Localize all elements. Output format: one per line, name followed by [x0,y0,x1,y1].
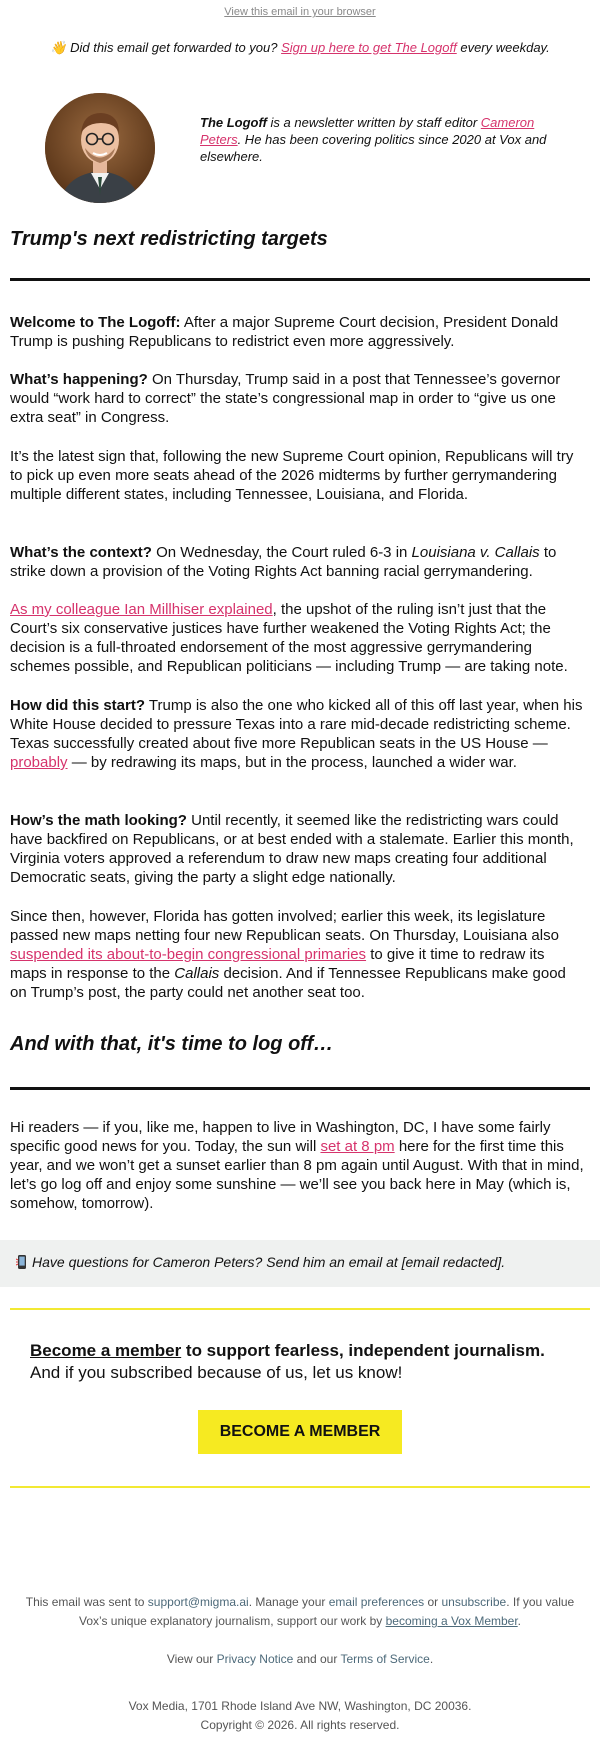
footer-copyright: Copyright © 2026. All rights reserved. [200,1718,400,1732]
context-label: What’s the context? [10,544,152,561]
membership-text: to support fearless, independent journalism. [181,1341,545,1360]
signoff-text-b: here for the first time this year, and we won’t get a sunset earlier than 8 pm again until August. With that in mind, let’s go log off and enjoy some sunshine — we’ll see you back here in May (which is, somehow, tomorrow). [10,1138,584,1212]
author-avatar [45,93,155,203]
footer-legal [0,1650,600,1669]
paragraph-context [10,543,585,581]
paragraph-signoff [10,1118,585,1213]
article-headline: Trump's next redistricting targets [10,228,328,250]
paragraph-upshot [10,600,585,676]
since-then-text-b: to give it time to redraw its maps in response to the [10,946,545,982]
footer-subscription [0,1593,600,1631]
membership-top-rule [10,1308,590,1310]
whats-happening-label: What’s happening? [10,371,148,388]
questions-text: Have questions for Cameron Peters? Send him an email at [email redacted]. [32,1254,506,1270]
intro-text: After a major Supreme Court decision, President Donald Trump is pushing Republicans to redistrict even more aggressively. [10,314,559,350]
forwarded-suffix: every weekday. [456,40,550,55]
footer-sent-prefix: This email was sent to [25,1595,148,1609]
callais-case: Callais [174,965,220,982]
view-in-browser-link[interactable]: View this email in your browser [224,6,376,18]
footer-address: Vox Media, 1701 Rhode Island Ave NW, Washington, DC 20036. [128,1699,472,1713]
membership-pitch [30,1340,590,1384]
sunset-link[interactable]: set at 8 pm [320,1138,395,1155]
signoff-text-a: Hi readers — if you, like me, happen to live in Washington, DC, I have some fairly specific good news for you. Today, the sun will [10,1119,551,1155]
paragraph-latest-sign [10,447,585,504]
unsubscribe-link[interactable]: unsubscribe [441,1595,507,1609]
newsletter-name: The Logoff [200,115,267,130]
questions-box [0,1240,600,1287]
footer-manage: . Manage your [248,1595,329,1609]
footer-value-text: . If you value Vox’s unique explanatory journalism, support our work by [78,1595,575,1628]
terms-of-service-link[interactable]: Terms of Service [340,1652,430,1666]
forwarded-notice [0,40,600,56]
author-link[interactable]: Cameron Peters [200,115,535,147]
millhiser-link[interactable]: As my colleague Ian Millhiser explained [10,601,273,618]
paragraph-math [10,811,585,887]
case-name: Louisiana v. Callais [411,544,540,561]
footer-period-2: . [429,1652,434,1666]
context-text-a: On Wednesday, the Court ruled 6-3 in [151,544,412,561]
membership-line-1 [30,1340,590,1362]
since-then-text-c: decision. And if Tennessee Republicans make good on Trump’s post, the party could net another seat too. [10,965,566,1001]
how-start-text-a: Trump is also the one who kicked all of this off last year, when his White House decided to pressure Texas into a rare mid-decade redistricting scheme. Texas successfully created about five more Republican seats in the US House — [10,697,583,752]
privacy-notice-link[interactable]: Privacy Notice [216,1652,294,1666]
whats-happening-text: On Thursday, Trump said in a post that Tennessee’s governor would “work hard to correct” the state’s congressional map in order to “give us one extra seat” in Congress. [10,371,561,426]
paragraph-since-then [10,907,585,1002]
author-bio-mid: is a newsletter written by staff editor [266,115,481,130]
author-bio-end: . He has been covering politics since 2020 at Vox and elsewhere. [200,132,547,164]
become-member-link[interactable]: Become a member [30,1341,182,1360]
paragraph-intro [10,313,585,351]
email-preferences-link[interactable]: email preferences [328,1595,425,1609]
louisiana-primaries-link[interactable]: suspended its about-to-begin congressional primaries [10,946,367,963]
footer-view-our: View our [166,1652,217,1666]
how-start-label: How did this start? [10,697,145,714]
latest-sign-text: It’s the latest sign that, following the new Supreme Court opinion, Republicans will try to pick up even more seats ahead of the 2026 midterms by further gerrymandering multiple different states, including Tennessee, Louisiana, and Florida. [10,448,574,503]
signoff-headline: And with that, it's time to log off… [10,1033,334,1055]
headline-divider [10,278,590,281]
author-portrait-icon [45,93,155,203]
author-bio [200,114,570,165]
questions-line [16,1254,505,1270]
view-in-browser-bar [0,6,600,18]
footer-or: or [424,1595,442,1609]
paragraph-how-start [10,696,585,772]
math-text: Until recently, it seemed like the redistricting wars could have backfired on Republicans, or at best ended with a stalemate. Earlier this month, Virginia voters approved a referendum to draw new maps creating four additional Democratic seats, giving the party a slight edge nationally. [10,812,574,886]
context-text-b: to strike down a provision of the Voting Rights Act banning racial gerrymandering. [10,544,557,580]
signoff-divider [10,1087,590,1090]
since-then-text-a: Since then, however, Florida has gotten involved; earlier this week, its legislature passed new maps netting four new Republican seats. On Thursday, Louisiana also [10,908,559,944]
how-start-text-b: — by redrawing its maps, but in the process, launched a wider war. [67,754,517,771]
probably-link[interactable]: probably [10,754,68,771]
math-label: How’s the math looking? [10,812,187,829]
vox-member-link[interactable]: becoming a Vox Member [385,1614,518,1628]
forwarded-prefix: 👋 Did this email get forwarded to you? [50,40,282,55]
upshot-text: , the upshot of the ruling isn’t just that the Court’s six conservative justices have further weakened the Voting Rights Act; the decision is a full-throated endorsement of the most aggressive gerrymandering schemes possible, and Republican politicians — including Trump — are taking note. [10,601,568,675]
membership-bottom-rule [10,1486,590,1488]
membership-line-2: And if you subscribed because of us, let us know! [30,1363,403,1382]
paragraph-whats-happening [10,370,585,427]
mobile-phone-icon [16,1254,28,1270]
become-member-button[interactable]: BECOME A MEMBER [198,1410,402,1454]
footer-and-our: and our [293,1652,341,1666]
footer-period: . [517,1614,522,1628]
intro-label: Welcome to The Logoff: [10,314,181,331]
signup-link[interactable]: Sign up here to get The Logoff [281,40,457,55]
footer-email-link[interactable]: support@migma.ai [147,1595,249,1609]
